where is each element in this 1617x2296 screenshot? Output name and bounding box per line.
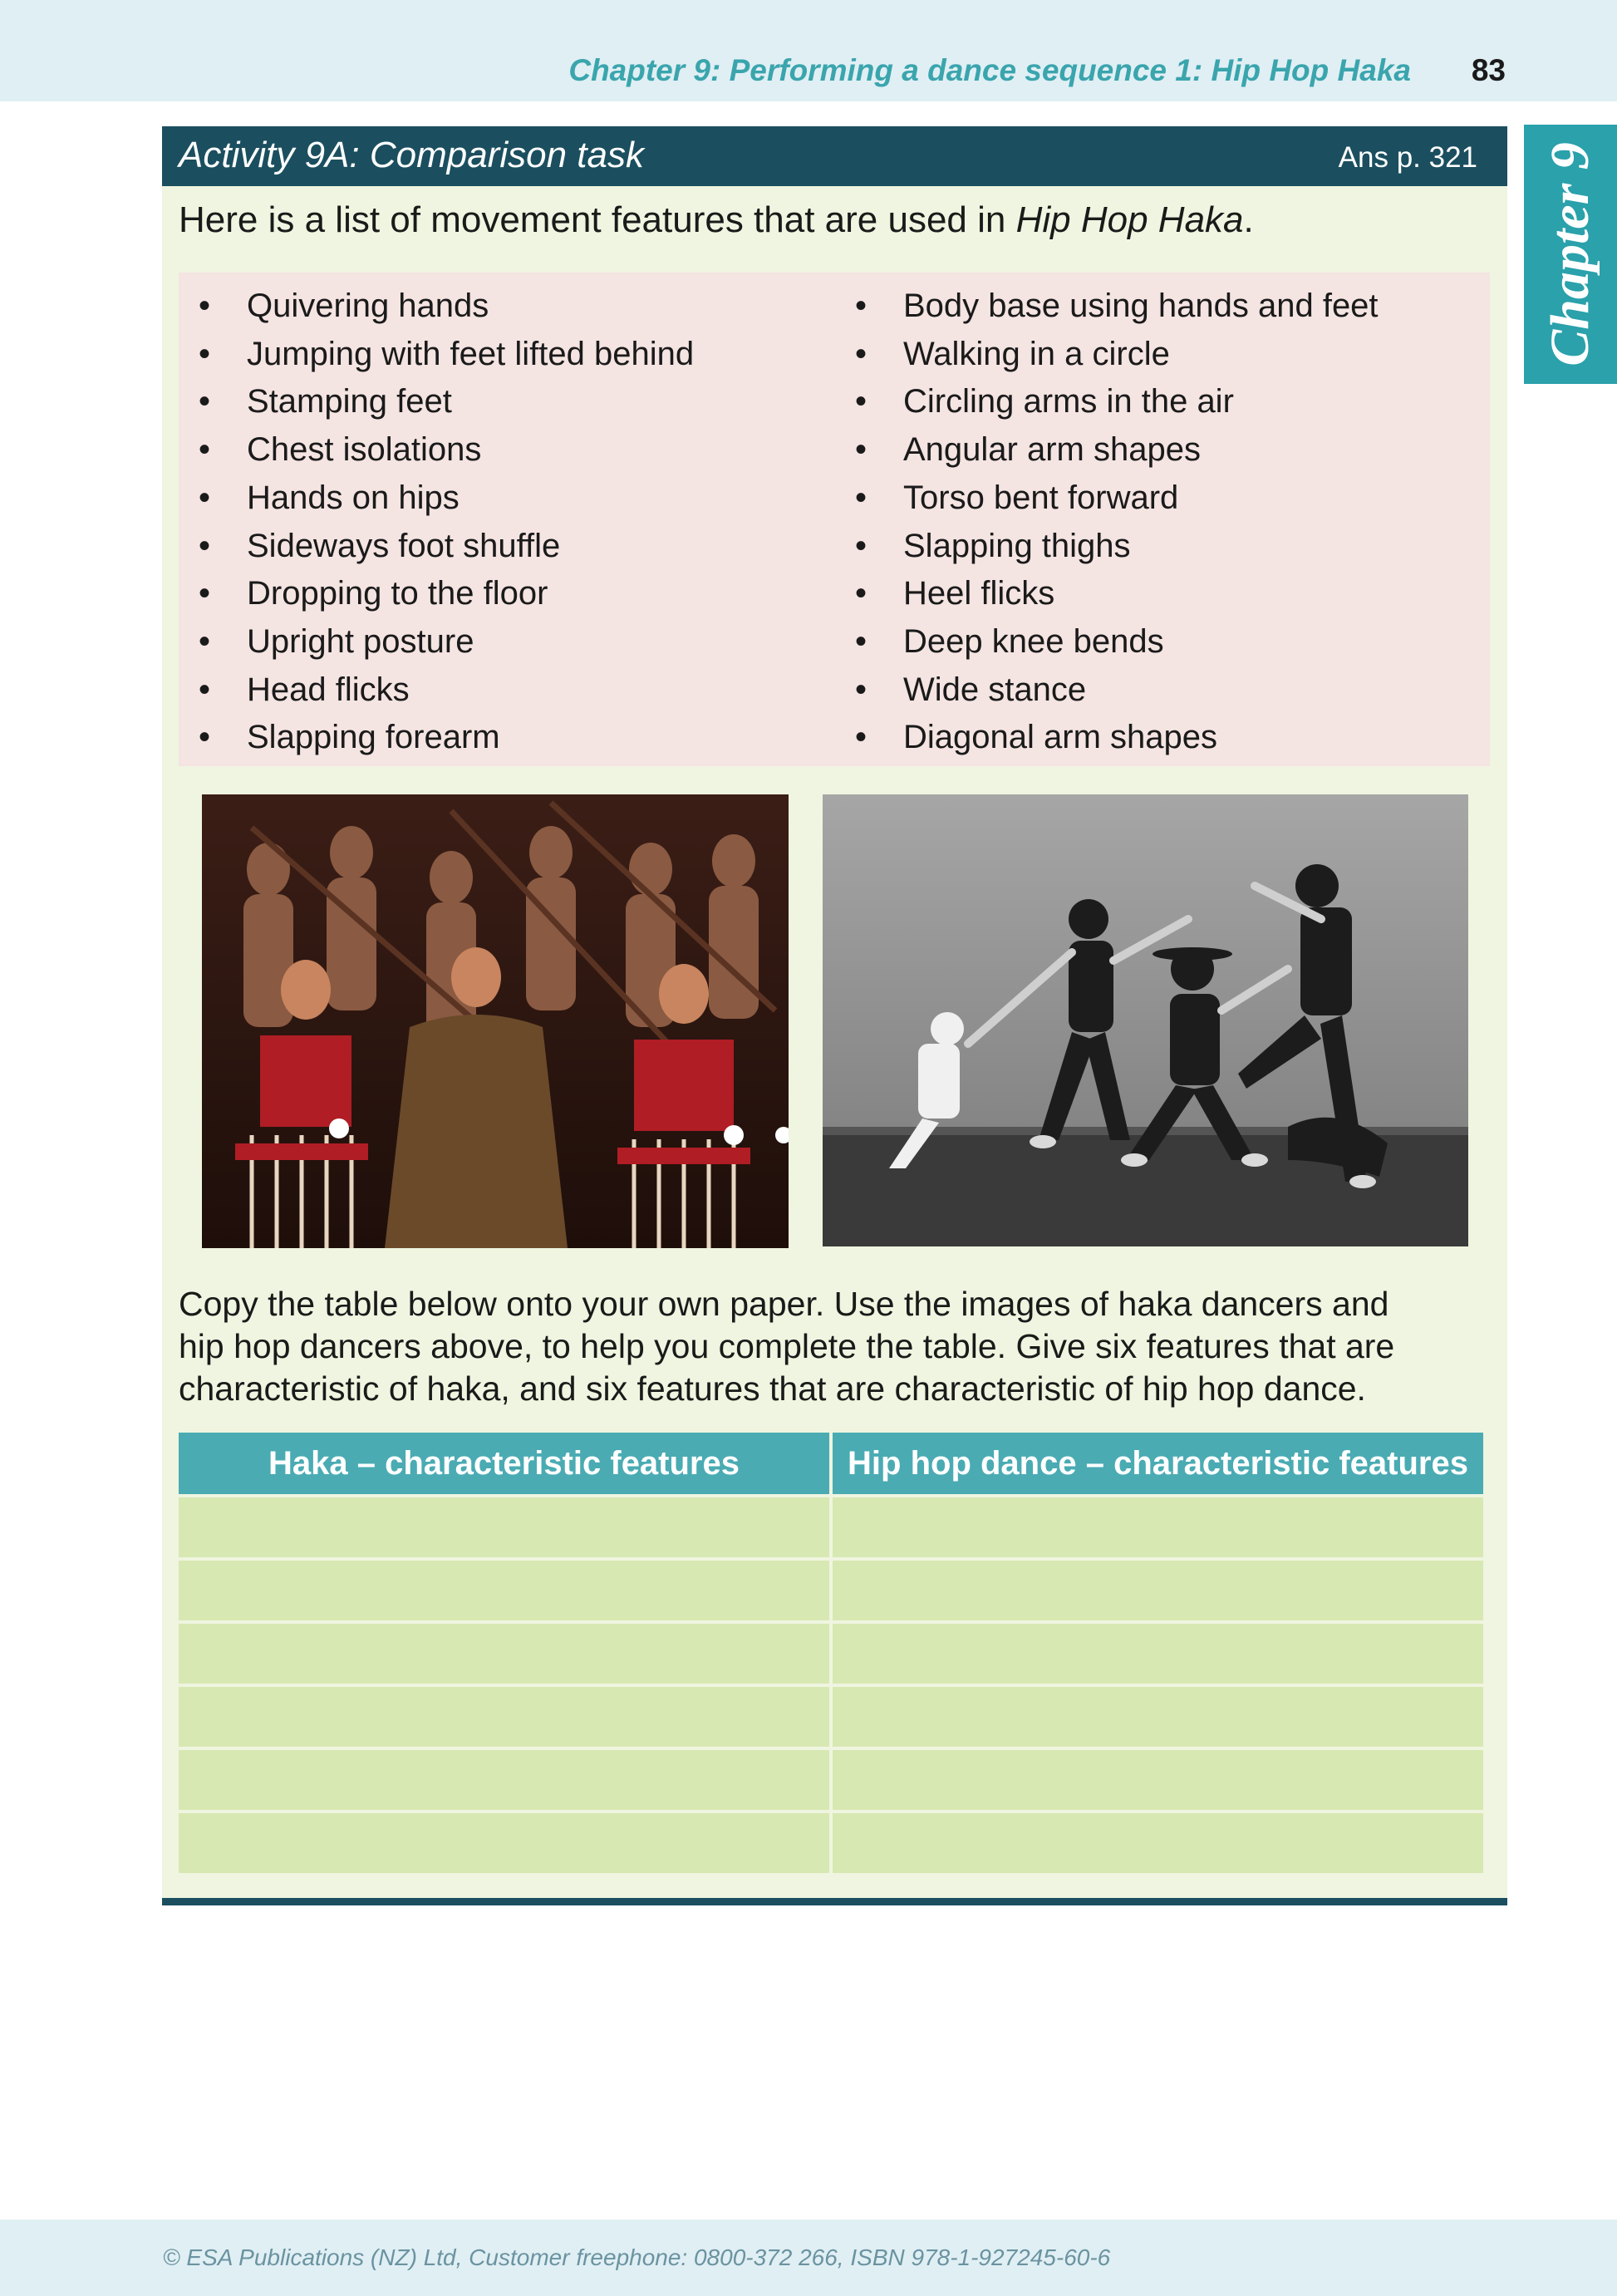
- bullet-icon: •: [855, 527, 867, 564]
- feature-label: Head flicks: [247, 671, 410, 708]
- hip-hop-cell: [833, 1813, 1483, 1873]
- haka-dancers-photo: [202, 794, 789, 1248]
- haka-cell: [179, 1497, 829, 1557]
- table-row: [179, 1624, 1483, 1684]
- activity-header: [162, 126, 1507, 186]
- feature-label: Walking in a circle: [903, 335, 1170, 372]
- activity-box: [162, 126, 1507, 1898]
- footer-band: [0, 2220, 1617, 2296]
- table-body: [179, 1497, 1483, 1873]
- feature-label: Quivering hands: [247, 288, 489, 324]
- activity-title: Activity 9A: Comparison task: [179, 135, 644, 175]
- intro-suffix: .: [1243, 199, 1254, 240]
- haka-cell: [179, 1624, 829, 1684]
- table-header-row: [179, 1433, 1483, 1494]
- table-row: [179, 1687, 1483, 1747]
- feature-label: Body base using hands and feet: [903, 288, 1379, 324]
- bullet-icon: •: [855, 335, 867, 372]
- bullet-icon: •: [855, 719, 867, 756]
- feature-label: Diagonal arm shapes: [903, 719, 1217, 756]
- running-head: Chapter 9: Performing a dance sequence 1: Hip Hop Haka: [568, 53, 1411, 87]
- hip-hop-cell: [833, 1561, 1483, 1620]
- page-number: 83: [1471, 53, 1506, 87]
- footer-copyright: © ESA Publications (NZ) Ltd, Customer freephone: 0800-372 266, ISBN 978-1-927245-60-6: [163, 2244, 1111, 2270]
- feature-label: Upright posture: [247, 622, 474, 660]
- hip-hop-cell: [833, 1687, 1483, 1747]
- hip-hop-cell: [833, 1624, 1483, 1684]
- table-row: [179, 1497, 1483, 1557]
- table-row: [179, 1813, 1483, 1873]
- bullet-icon: •: [855, 575, 867, 612]
- bullet-icon: •: [199, 575, 211, 612]
- feature-list-panel: [179, 273, 1490, 766]
- bullet-icon: •: [855, 479, 867, 516]
- bullet-icon: •: [855, 431, 867, 469]
- intro-text: [179, 199, 1254, 241]
- comparison-table: [175, 1429, 1487, 1876]
- bullet-icon: •: [199, 479, 211, 516]
- bullet-icon: •: [199, 622, 211, 660]
- bullet-icon: •: [199, 671, 211, 708]
- bullet-icon: •: [199, 719, 211, 756]
- hip-hop-cell: [833, 1750, 1483, 1810]
- feature-label: Slapping forearm: [247, 719, 500, 756]
- hip-hop-dancers-photo: [823, 794, 1468, 1246]
- haka-cell: [179, 1561, 829, 1620]
- feature-label: Heel flicks: [903, 575, 1055, 612]
- feature-label: Sideways foot shuffle: [247, 527, 561, 564]
- haka-column-header: Haka – characteristic features: [179, 1433, 829, 1494]
- bullet-icon: •: [855, 288, 867, 324]
- intro-prefix: Here is a list of movement features that are used in: [179, 199, 1016, 240]
- feature-label: Stamping feet: [247, 383, 452, 420]
- instruction-line: hip hop dancers above, to help you complete the table. Give six features that are: [179, 1327, 1395, 1365]
- feature-label: Dropping to the floor: [247, 575, 548, 612]
- bullet-icon: •: [199, 335, 211, 372]
- bullet-icon: •: [855, 671, 867, 708]
- instruction-line: Copy the table below onto your own paper. Use the images of haka dancers and: [179, 1285, 1389, 1323]
- haka-cell: [179, 1687, 829, 1747]
- haka-photo-illustration: [202, 794, 789, 1248]
- bullet-icon: •: [855, 622, 867, 660]
- activity-bottom-rule: [162, 1898, 1507, 1905]
- feature-label: Wide stance: [903, 671, 1087, 708]
- feature-label: Torso bent forward: [903, 479, 1179, 516]
- answer-reference: Ans p. 321: [1338, 141, 1477, 174]
- feature-label: Jumping with feet lifted behind: [247, 335, 695, 372]
- instruction-line: characteristic of haka, and six features that are characteristic of hip hop dance.: [179, 1369, 1366, 1408]
- feature-label: Deep knee bends: [903, 622, 1164, 660]
- table-row: [179, 1750, 1483, 1810]
- feature-label: Chest isolations: [247, 431, 482, 469]
- feature-label: Slapping thighs: [903, 527, 1131, 564]
- chapter-tab: [1524, 125, 1617, 384]
- haka-cell: [179, 1813, 829, 1873]
- hip-hop-cell: [833, 1497, 1483, 1557]
- haka-cell: [179, 1750, 829, 1810]
- intro-work-title: Hip Hop Haka: [1015, 199, 1244, 240]
- instruction-text: [179, 1283, 1475, 1410]
- bullet-icon: •: [199, 288, 211, 324]
- bullet-icon: •: [199, 383, 211, 420]
- bullet-icon: •: [199, 431, 211, 469]
- hip-hop-column-header: Hip hop dance – characteristic features: [833, 1433, 1483, 1494]
- hip-hop-photo-illustration: [823, 794, 1468, 1246]
- feature-label: Angular arm shapes: [903, 431, 1201, 469]
- bullet-icon: •: [199, 527, 211, 564]
- bullet-icon: •: [855, 383, 867, 420]
- table-row: [179, 1561, 1483, 1620]
- feature-label: Hands on hips: [247, 479, 460, 516]
- feature-label: Circling arms in the air: [903, 383, 1234, 420]
- chapter-tab-label: Chapter 9: [1540, 142, 1600, 366]
